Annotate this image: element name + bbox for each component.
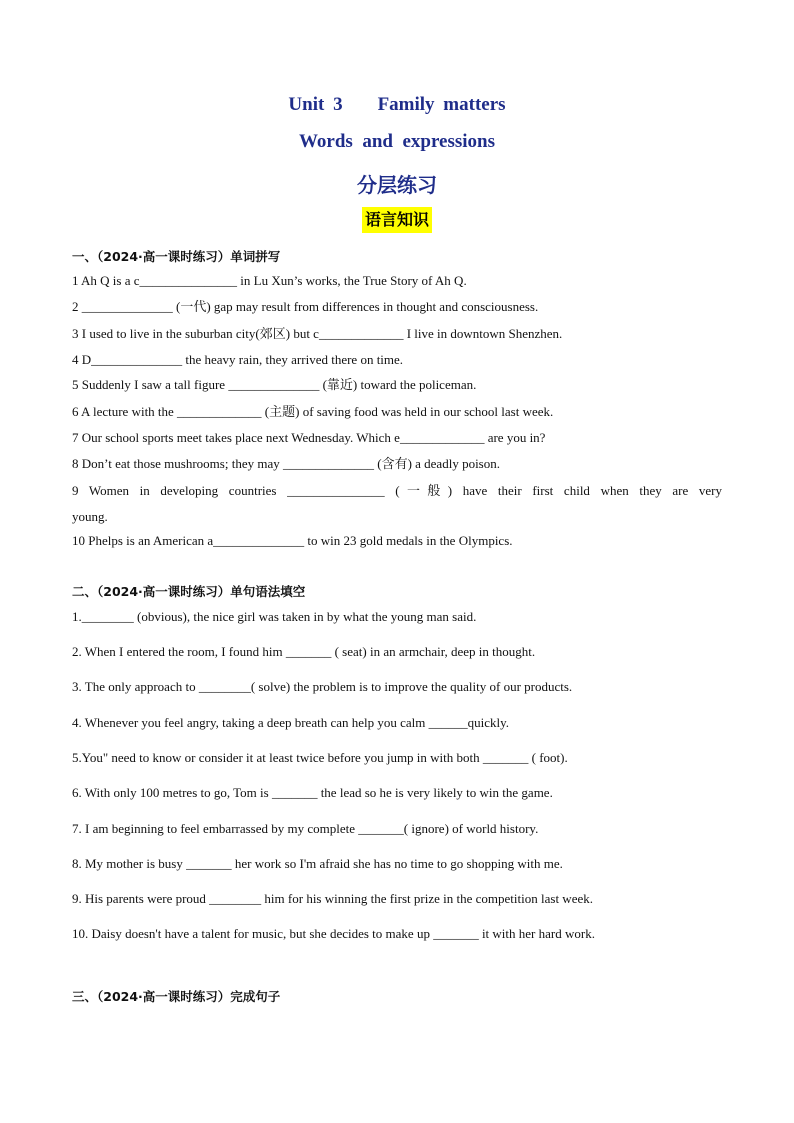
list-item: 2. When I entered the room, I found him _______ ( seat) in an armchair, deep in thought.: [72, 644, 536, 659]
list-item: 9 Women in developing countries _______________ (一般) have their first child when they are very: [72, 483, 722, 498]
section-badge: 语言知识: [362, 207, 432, 233]
section-heading-2: 二、（2024·高一课时练习）单句语法填空: [72, 584, 306, 599]
list-item: 1 Ah Q is a c_______________ in Lu Xun’s works, the True Story of Ah Q.: [72, 273, 467, 288]
list-item: 9. His parents were proud ________ him for his winning the first prize in the competition last week.: [72, 891, 593, 906]
list-item: 6 A lecture with the _____________ (主题) of saving food was held in our school last week.: [72, 404, 554, 419]
subtitle: Words and expressions: [298, 131, 496, 152]
list-item: 1.________ (obvious), the nice girl was taken in by what the young man said.: [72, 609, 477, 624]
list-item: 10 Phelps is an American a______________ to win 23 gold medals in the Olympics.: [72, 533, 513, 548]
list-item: 5 Suddenly I saw a tall figure ______________ (靠近) toward the policeman.: [72, 377, 477, 392]
section-heading-3: 三、（2024·高一课时练习）完成句子: [72, 989, 281, 1004]
list-item: 7. I am beginning to feel embarrassed by my complete _______( ignore) of world history.: [72, 821, 539, 836]
list-item: 3 I used to live in the suburban city(郊区) but c_____________ I live in downtown Shenzhen.: [72, 326, 563, 341]
list-item: 5.You" need to know or consider it at least twice before you jump in with both _______ ( foot).: [72, 750, 568, 765]
list-item: 7 Our school sports meet takes place next Wednesday. Which e_____________ are you in?: [72, 430, 546, 445]
list-item: 2 ______________ (一代) gap may result from differences in thought and consciousness.: [72, 299, 539, 314]
list-item: 4 D______________ the heavy rain, they arrived there on time.: [72, 352, 404, 367]
list-item: 3. The only approach to ________( solve) the problem is to improve the quality of our products.: [72, 679, 573, 694]
list-item: 8 Don’t eat those mushrooms; they may ______________ (含有) a deadly poison.: [72, 456, 500, 471]
list-item: 10. Daisy doesn't have a talent for music, but she decides to make up _______ it with her hard work.: [72, 926, 595, 941]
list-item: 8. My mother is busy _______ her work so I'm afraid she has no time to go shopping with me.: [72, 856, 563, 871]
unit-title: Unit 3 Family matters: [288, 94, 506, 115]
practice-title: 分层练习: [357, 173, 437, 197]
badge-row: [0, 207, 794, 233]
list-item-continuation: young.: [72, 509, 108, 524]
section-heading-1: 一、（2024·高一课时练习）单词拼写: [72, 249, 281, 264]
list-item: 4. Whenever you feel angry, taking a deep breath can help you calm ______quickly.: [72, 715, 510, 730]
list-item: 6. With only 100 metres to go, Tom is _______ the lead so he is very likely to win the game.: [72, 785, 553, 800]
